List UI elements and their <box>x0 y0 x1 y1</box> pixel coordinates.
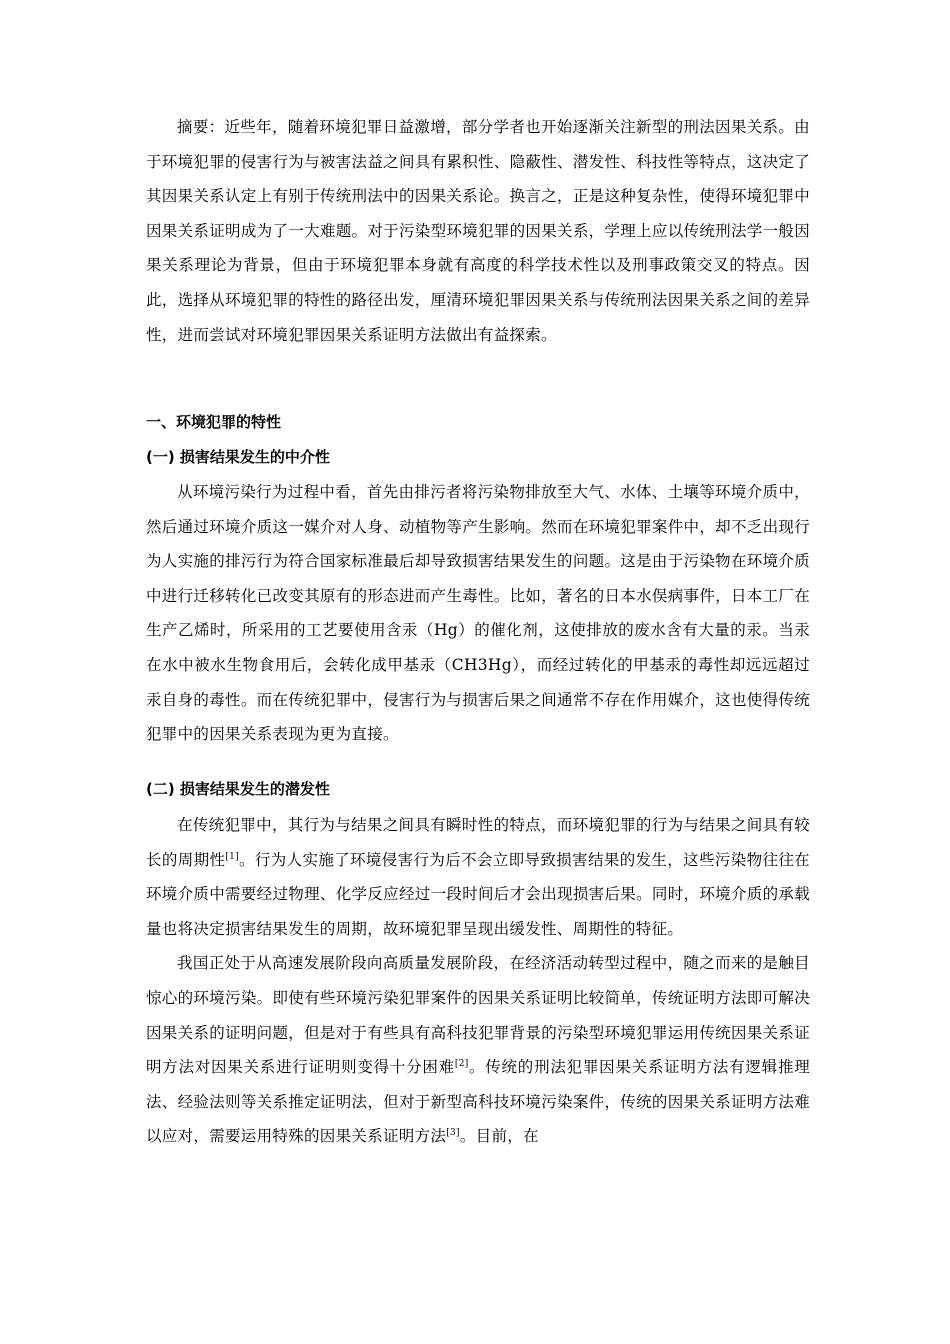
abstract-block <box>146 110 810 352</box>
section-1-block <box>146 406 810 439</box>
paragraph-text: 在传统犯罪中，其行为与结果之间具有瞬时性的特点，而环境犯罪的行为与结果之间具有较长的周期性 <box>146 816 810 869</box>
subsection-1-heading: (一) 损害结果发生的中介性 <box>146 448 330 466</box>
citation-ref-3: [3] <box>446 1128 460 1139</box>
subsection-1-block <box>146 441 810 474</box>
citation-ref-2: [2] <box>454 1059 469 1070</box>
paragraph-text: 。目前，在 <box>459 1127 539 1146</box>
paragraph-text: 。行为人实施了环境侵害行为后不会立即导致损害结果的发生，这些污染物往往在环境介质中需要经过物理、化学反应经过一段时间后才会出现损害后果。同时，环境介质的承载量也将决定损害结果发生的周期，故环境犯罪呈现出缓发性、周期性的特征。 <box>146 850 810 938</box>
abstract-paragraph: 摘要：近些年，随着环境犯罪日益激增，部分学者也开始逐渐关注新型的刑法因果关系。由于环境犯罪的侵害行为与被害法益之间具有累积性、隐蔽性、潜发性、科技性等特点，这决定了其因果关系认定上有别于传统刑法中的因果关系论。换言之，正是这种复杂性，使得环境犯罪中因果关系证明成为了一大难题。对于污染型环境犯罪的因果关系，学理上应以传统刑法学一般因果关系理论为背景，但由于环境犯罪本身就有高度的科学技术性以及刑事政策交叉的特点。因此，选择从环境犯罪的特性的路径出发，厘清环境犯罪因果关系与传统刑法因果关系之间的差异性，进而尝试对环境犯罪因果关系证明方法做出有益探索。 <box>146 118 810 344</box>
paragraph-text: 。传统的刑法犯罪因果关系证明方法有逻辑推理法、经验法则等关系推定证明法，但对于新型高科技环境污染案件，传统的因果关系证明方法难以应对，需要运用特殊的因果关系证明方法 <box>146 1058 811 1146</box>
subsection-2-block <box>146 773 810 806</box>
subsection-2-paragraph-1 <box>146 808 810 946</box>
subsection-2-body <box>146 808 810 1154</box>
subsection-2-paragraph-2 <box>146 946 810 1154</box>
subsection-2-heading: (二) 损害结果发生的潜发性 <box>146 780 330 798</box>
subsection-1-paragraph: 从环境污染行为过程中看，首先由排污者将污染物排放至大气、水体、土壤等环境介质中，然后通过环境介质这一媒介对人身、动植物等产生影响。然而在环境犯罪案件中，却不乏出现行为人实施的排污行为符合国家标准最后却导致损害结果发生的问题。这是由于污染物在环境介质中进行迁移转化已改变其原有的形态进而产生毒性。比如，著名的日本水俣病事件，日本工厂在生产乙烯时，所采用的工艺要使用含汞（Hg）的催化剂，这使排放的废水含有大量的汞。当汞在水中被水生物食用后，会转化成甲基汞（CH3Hg），而经过转化的甲基汞的毒性却远远超过汞自身的毒性。而在传统犯罪中，侵害行为与损害后果之间通常不存在作用媒介，这也使得传统犯罪中的因果关系表现为更为直接。 <box>146 483 810 744</box>
section-1-heading: 一、环境犯罪的特性 <box>146 413 282 431</box>
citation-ref-1: [1] <box>225 851 239 862</box>
subsection-1-body <box>146 475 810 752</box>
paragraph-text: 我国正处于从高速发展阶段向高质量发展阶段，在经济活动转型过程中，随之而来的是触目惊心的环境污染。即使有些环境污染犯罪案件的因果关系证明比较简单，传统证明方法即可解决因果关系的证明问题，但是对于有些具有高科技犯罪背景的污染型环境犯罪运用传统因果关系证明方法对因果关系进行证明则变得十分困难 <box>146 954 810 1077</box>
